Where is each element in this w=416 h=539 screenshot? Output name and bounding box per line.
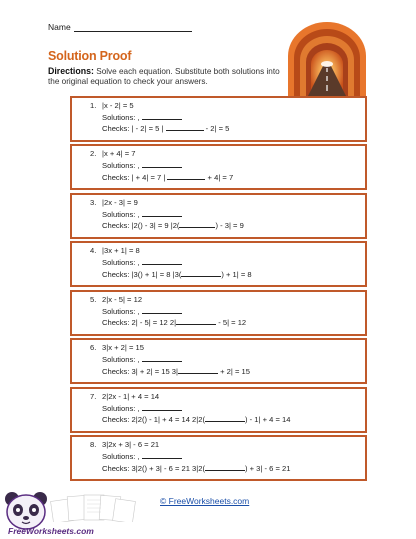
directions-label: Directions: — [48, 66, 94, 76]
brand-logo-text: FreeWorksheets.com — [8, 526, 94, 536]
problem-equation: 3|x + 2| = 15 — [102, 343, 144, 353]
checks-text: Checks: 2|2() - 1| + 4 = 14 2|2( — [102, 415, 205, 425]
problem-number: 4. — [90, 246, 97, 256]
name-field-row — [48, 22, 192, 32]
problem-number: 2. — [90, 149, 97, 159]
solution-blank[interactable] — [142, 354, 182, 362]
problem-equation: 2|x - 5| = 12 — [102, 294, 143, 304]
solution-blank[interactable] — [142, 160, 182, 168]
check-blank[interactable] — [179, 220, 215, 228]
problem-equation: 2|2x - 1| + 4 = 14 — [102, 391, 160, 401]
checks-text: Checks: | + 4| = 7 | — [102, 172, 168, 182]
problem-equation: |x + 4| = 7 — [102, 149, 136, 159]
problem-equation: |3x + 1| = 8 — [102, 246, 140, 256]
problem-equation: |2x - 3| = 9 — [102, 197, 138, 207]
solution-blank[interactable] — [142, 257, 182, 265]
problem-equation: |x - 2| = 5 — [102, 101, 134, 110]
problem-box — [70, 144, 367, 190]
solutions-label: Solutions: , — [102, 112, 140, 122]
problem-list — [70, 96, 367, 484]
problem-box — [70, 290, 367, 336]
checks-text-end: ) - 1| + 4 = 14 — [245, 415, 291, 425]
solution-blank[interactable] — [142, 112, 182, 120]
check-blank[interactable] — [166, 123, 204, 131]
problem-number: 3. — [90, 197, 97, 207]
check-blank[interactable] — [176, 317, 216, 325]
directions — [48, 66, 280, 88]
directions-text: Solve each equation. Substitute both solutions into the original equation to check your answers. — [48, 67, 280, 87]
check-blank[interactable] — [205, 414, 245, 422]
problem-number: 5. — [90, 294, 97, 304]
solutions-label: Solutions: , — [102, 161, 140, 171]
checks-text: Checks: | - 2| = 5 | — [102, 124, 166, 134]
solution-blank[interactable] — [142, 306, 182, 314]
problem-equation: 3|2x + 3| - 6 = 21 — [102, 440, 160, 450]
check-blank[interactable] — [178, 366, 218, 374]
checks-text-end: - 5| = 12 — [216, 318, 247, 328]
checks-text-end: + 4| = 7 — [205, 172, 234, 182]
check-blank[interactable] — [181, 269, 221, 277]
worksheet-thumbnails-icon — [50, 492, 136, 522]
name-blank-line[interactable] — [74, 23, 192, 32]
solutions-label: Solutions: , — [102, 258, 140, 268]
solution-blank[interactable] — [142, 209, 182, 217]
checks-text-end: - 2| = 5 — [203, 124, 230, 134]
solutions-label: Solutions: , — [102, 306, 140, 316]
checks-text-end: ) - 3| = 9 — [215, 221, 244, 231]
checks-text: Checks: |3() + 1| = 8 |3( — [102, 269, 182, 279]
problem-number: 6. — [90, 343, 97, 353]
check-blank[interactable] — [167, 172, 205, 180]
problem-number: 7. — [90, 391, 97, 401]
problem-box — [70, 96, 367, 142]
problem-number: 1. — [90, 101, 97, 110]
checks-text: Checks: 2| - 5| = 12 2| — [102, 318, 177, 328]
tunnel-road-icon — [286, 20, 368, 96]
checks-text: Checks: 3|2() + 3| - 6 = 21 3|2( — [102, 463, 205, 473]
problem-box — [70, 241, 367, 287]
worksheet-title: Solution Proof — [48, 49, 132, 63]
checks-text-end: ) + 3| - 6 = 21 — [245, 463, 291, 473]
name-label: Name — [48, 22, 71, 32]
checks-text-end: ) + 1| = 8 — [221, 269, 252, 279]
problem-box — [70, 435, 367, 481]
solutions-label: Solutions: , — [102, 403, 140, 413]
checks-text: Checks: |2() - 3| = 9 |2( — [102, 221, 180, 231]
solution-blank[interactable] — [142, 403, 182, 411]
problem-box — [70, 338, 367, 384]
problem-box — [70, 387, 367, 433]
problem-number: 8. — [90, 440, 97, 450]
problem-box — [70, 193, 367, 239]
solutions-label: Solutions: , — [102, 355, 140, 365]
footer-link[interactable]: © FreeWorksheets.com — [160, 496, 250, 506]
solutions-label: Solutions: , — [102, 209, 140, 219]
solution-blank[interactable] — [142, 451, 182, 459]
checks-text-end: + 2| = 15 — [218, 366, 250, 376]
checks-text: Checks: 3| + 2| = 15 3| — [102, 366, 178, 376]
solutions-label: Solutions: , — [102, 451, 140, 461]
check-blank[interactable] — [205, 463, 245, 471]
